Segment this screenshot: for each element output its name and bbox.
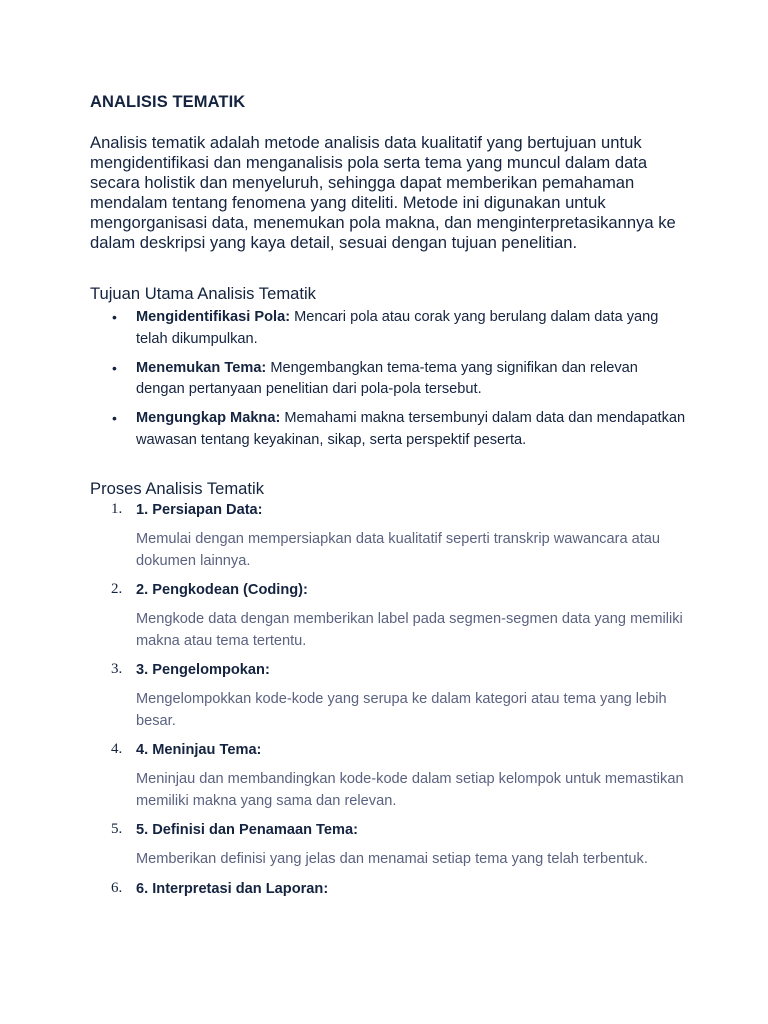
bullet-icon: • — [112, 309, 117, 325]
goals-heading: Tujuan Utama Analisis Tematik — [90, 284, 316, 303]
step-description: Meninjau dan membandingkan kode-kode dalam setiap kelompok untuk memastikan memiliki makna yang sama dan relevan. — [136, 771, 684, 809]
process-heading: Proses Analisis Tematik — [90, 479, 264, 498]
step-number: 1. — [111, 501, 123, 517]
step-description: Mengkode data dengan memberikan label pada segmen-segmen data yang memiliki makna atau tema tertentu. — [136, 611, 683, 649]
step-title: 2. Pengkodean (Coding): — [136, 582, 308, 598]
goal-item — [90, 408, 690, 451]
process-step — [90, 660, 690, 732]
document-title: ANALISIS TEMATIK — [90, 93, 246, 111]
step-description: Memulai dengan mempersiapkan data kualitatif seperti transkrip wawancara atau dokumen lainnya. — [136, 531, 661, 569]
goal-text: Mencari pola atau corak yang berulang dalam data yang telah dikumpulkan. — [136, 309, 659, 347]
step-number: 3. — [111, 661, 123, 677]
step-title: 6. Interpretasi dan Laporan: — [136, 880, 329, 897]
process-step — [90, 580, 690, 652]
process-step — [90, 879, 690, 900]
process-steps-list — [90, 500, 690, 900]
step-description: Memberikan definisi yang jelas dan menamai setiap tema yang telah terbentuk. — [136, 851, 648, 867]
process-step — [90, 500, 690, 572]
goal-text: Memahami makna tersembunyi dalam data dan mendapatkan wawasan tentang keyakinan, sikap, serta perspektif peserta. — [136, 410, 686, 448]
bullet-icon: • — [112, 359, 117, 376]
goal-item — [90, 358, 690, 401]
step-number: 6. — [111, 879, 123, 896]
goals-list — [90, 307, 690, 459]
step-number: 5. — [111, 821, 123, 837]
goal-term: Menemukan Tema: — [136, 359, 267, 376]
goal-item — [90, 307, 690, 350]
step-number: 4. — [111, 741, 123, 757]
step-number: 2. — [111, 581, 123, 597]
goal-text: Mengembangkan tema-tema yang signifikan dan relevan dengan pertanyaan penelitian dari pola-pola tersebut. — [136, 359, 638, 397]
step-title: 3. Pengelompokan: — [136, 662, 270, 678]
step-title: 1. Persiapan Data: — [136, 502, 263, 518]
goal-term: Mengidentifikasi Pola: — [136, 309, 291, 325]
intro-paragraph: Analisis tematik adalah metode analisis data kualitatif yang bertujuan untuk mengidentifikasi dan menganalisis pola serta tema yang muncul dalam data secara holistik dan menyeluruh, sehingga dapat memberikan pemahaman mendalam tentang fenomena yang diteliti. Metode ini digunakan untuk mengorganisasi data, menemukan pola makna, dan menginterpretasikannya ke dalam deskripsi yang kaya detail, sesuai dengan tujuan penelitian. — [90, 133, 676, 252]
process-step — [90, 740, 690, 812]
process-step — [90, 820, 690, 871]
step-title: 4. Meninjau Tema: — [136, 742, 262, 758]
bullet-icon: • — [112, 410, 117, 426]
goal-term: Mengungkap Makna: — [136, 410, 281, 426]
step-description: Mengelompokkan kode-kode yang serupa ke dalam kategori atau tema yang lebih besar. — [136, 691, 667, 729]
step-title: 5. Definisi dan Penamaan Tema: — [136, 822, 358, 838]
